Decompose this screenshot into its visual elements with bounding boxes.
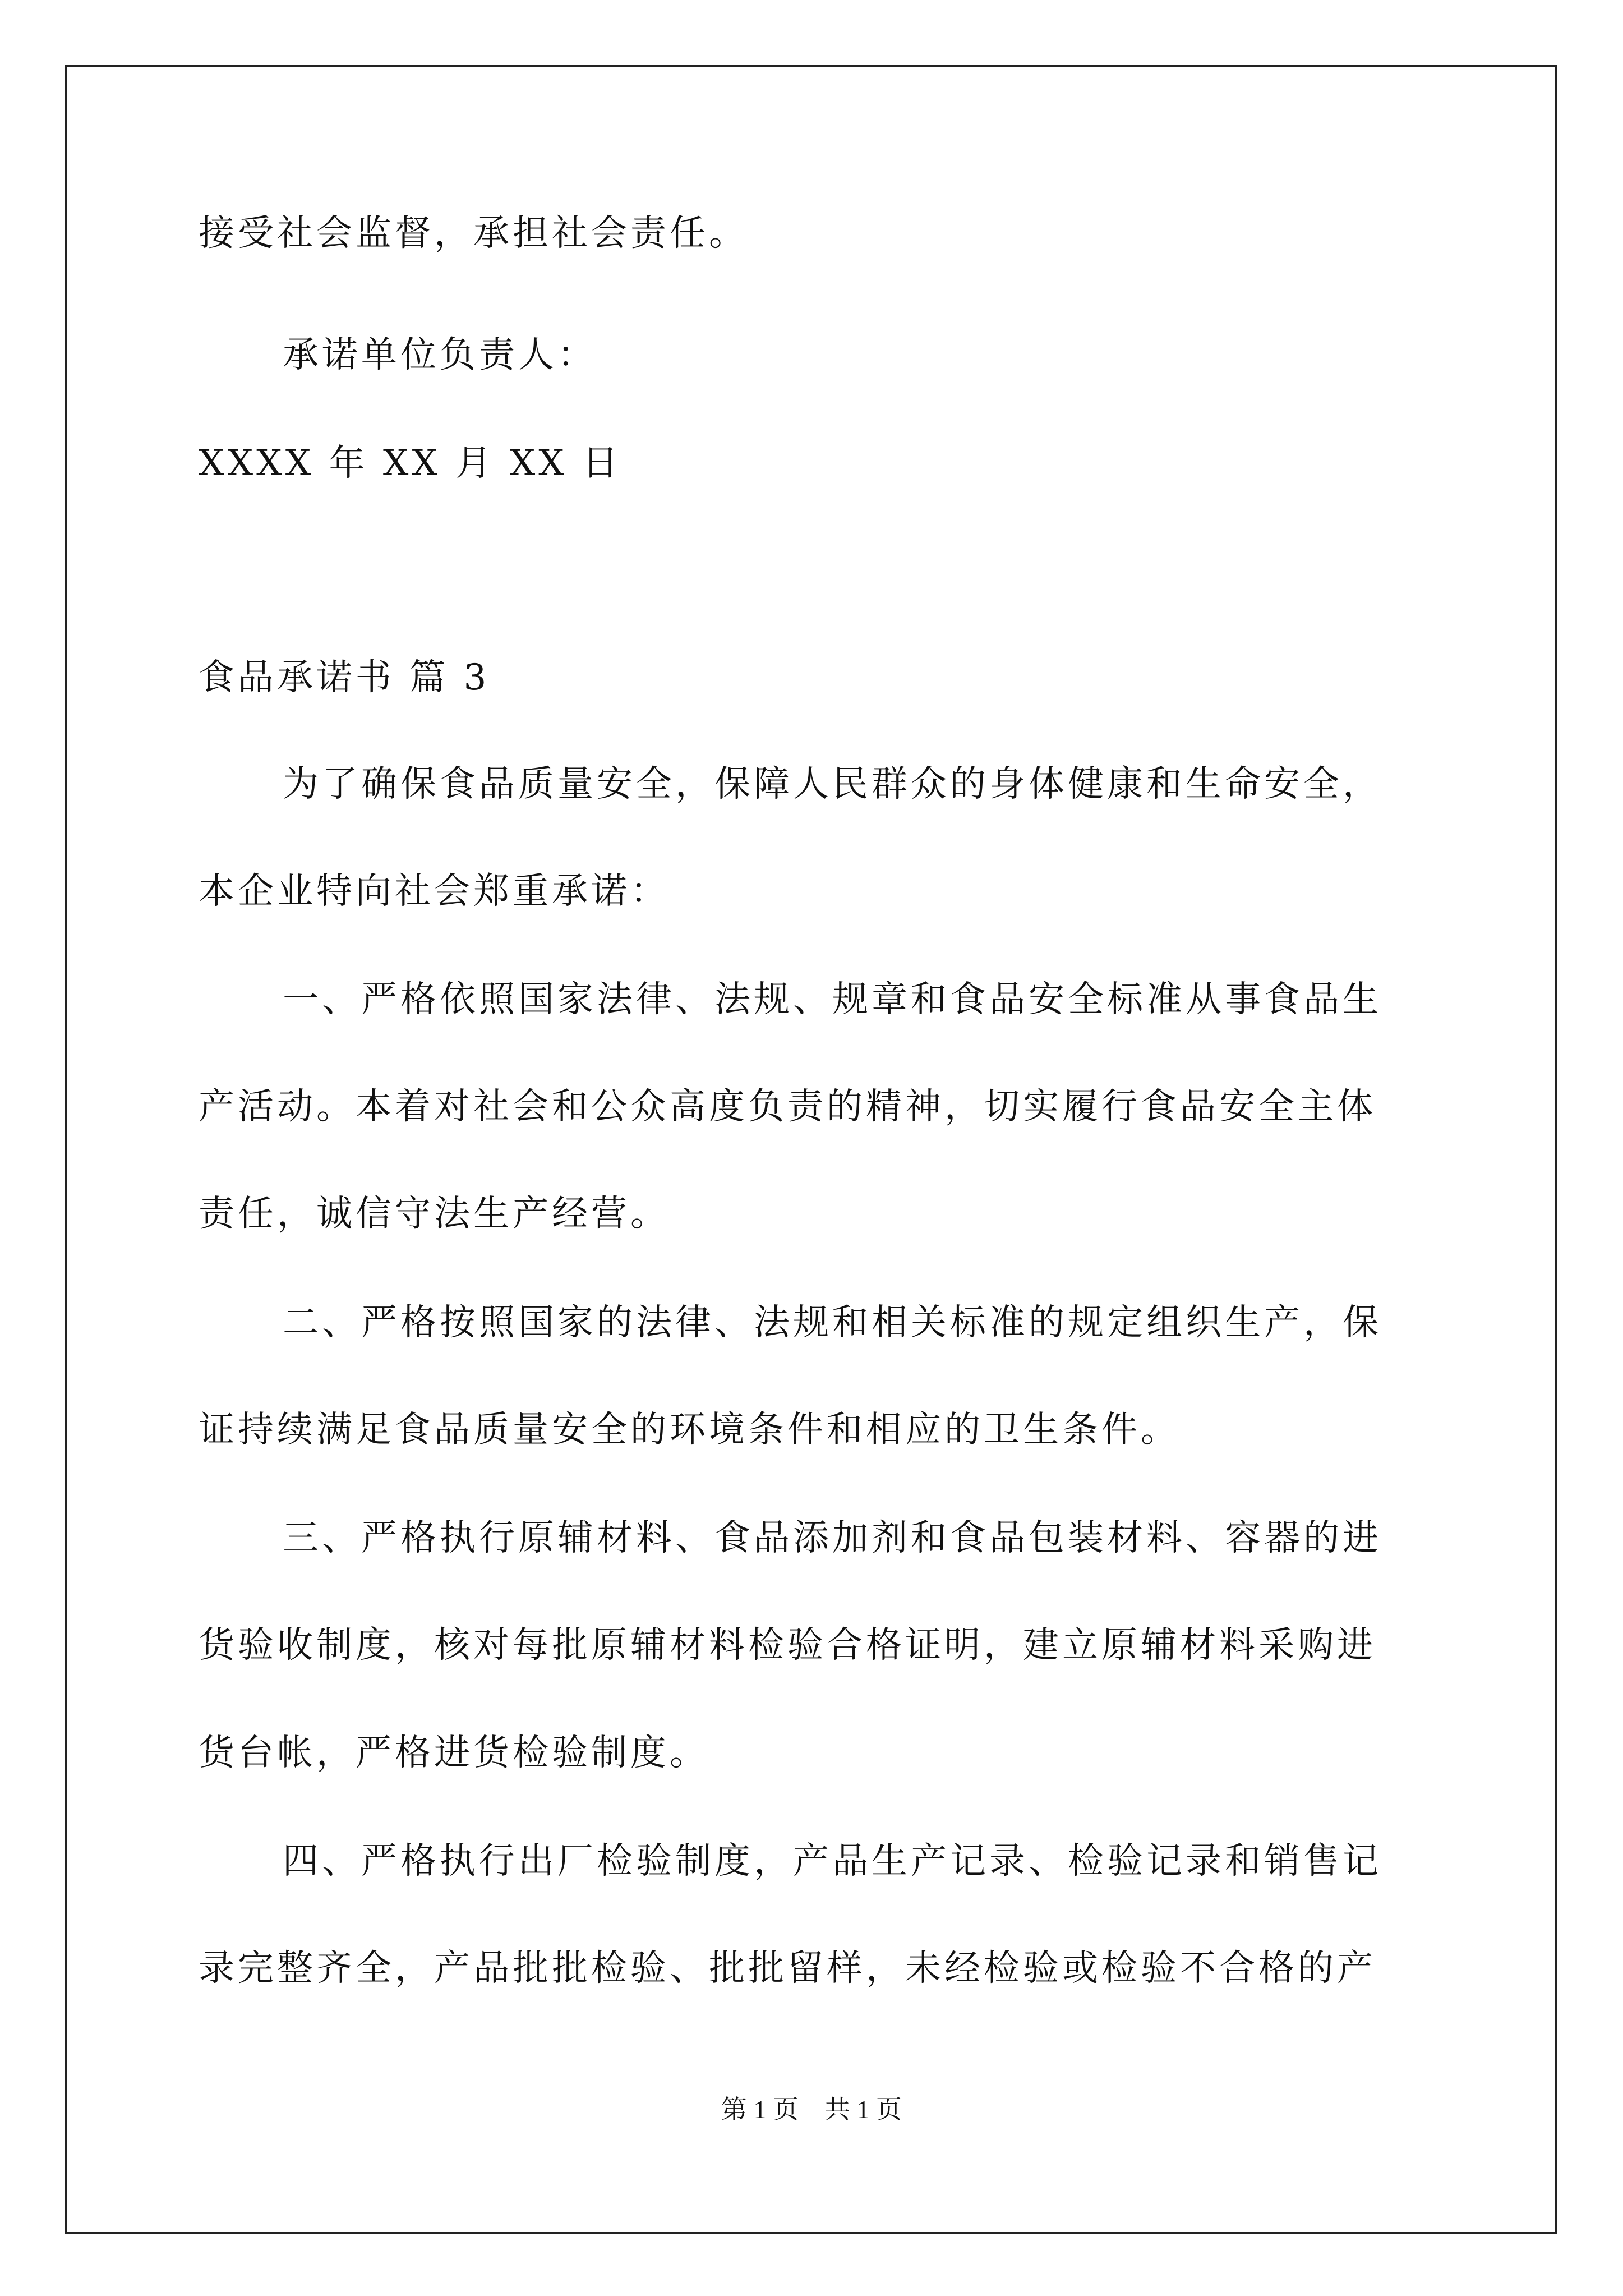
text-line: 录完整齐全，产品批批检验、批批留样，未经检验或检验不合格的产 bbox=[199, 1948, 1376, 1989]
text-line: 产活动。本着对社会和公众高度负责的精神，切实履行食品安全主体 bbox=[199, 1086, 1376, 1128]
text-line: 二、严格按照国家的法律、法规和相关标准的规定组织生产，保 bbox=[283, 1302, 1382, 1343]
page-number-footer: 第 1 页 共 1 页 bbox=[721, 2095, 902, 2124]
date-line: XXXX 年 XX 月 XX 日 bbox=[199, 443, 622, 484]
text-line: 为了确保食品质量安全，保障人民群众的身体健康和生命安全， bbox=[283, 763, 1382, 805]
text-line: 货验收制度，核对每批原辅材料检验合格证明，建立原辅材料采购进 bbox=[199, 1625, 1376, 1666]
signatory-label: 承诺单位负责人： bbox=[283, 334, 597, 376]
text-line: 责任，诚信守法生产经营。 bbox=[199, 1193, 670, 1235]
text-line: 四、严格执行出厂检验制度，产品生产记录、检验记录和销售记 bbox=[283, 1841, 1382, 1882]
text-line: 本企业特向社会郑重承诺： bbox=[199, 871, 670, 912]
section-heading: 食品承诺书 篇 3 bbox=[199, 657, 490, 698]
text-line: 三、严格执行原辅材料、食品添加剂和食品包装材料、容器的进 bbox=[283, 1517, 1382, 1559]
text-line: 货台帐，严格进货检验制度。 bbox=[199, 1732, 709, 1774]
page-border bbox=[65, 65, 1557, 2234]
text-line: 证持续满足食品质量安全的环境条件和相应的卫生条件。 bbox=[199, 1409, 1180, 1451]
text-line: 接受社会监督，承担社会责任。 bbox=[199, 213, 748, 254]
text-line: 一、严格依照国家法律、法规、规章和食品安全标准从事食品生 bbox=[283, 979, 1382, 1020]
